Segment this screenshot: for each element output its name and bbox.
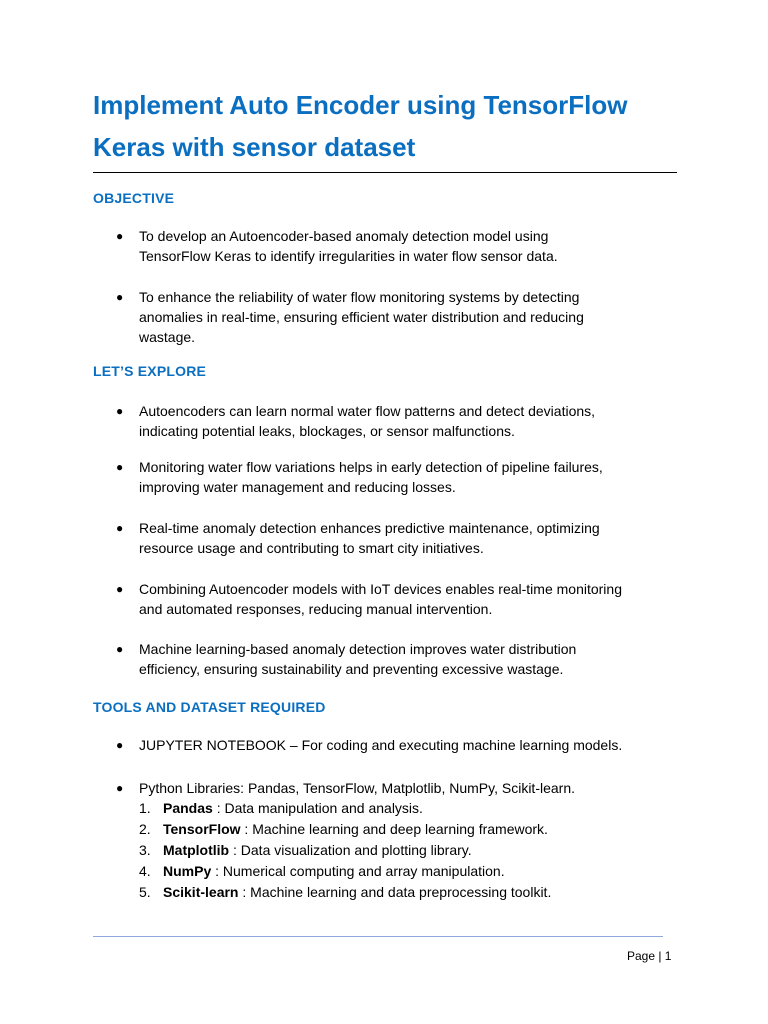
- bullet-dot-icon: ●: [116, 460, 124, 474]
- explore-item: [116, 401, 674, 441]
- objective-item-line: anomalies in real-time, ensuring efficient water distribution and reducing: [139, 309, 584, 325]
- library-item: [139, 840, 659, 861]
- explore-item-line: resource usage and contributing to smart city initiatives.: [139, 540, 484, 556]
- tools-item: [116, 778, 674, 798]
- explore-item-line: improving water management and reducing losses.: [139, 479, 456, 495]
- library-desc: : Data manipulation and analysis.: [212, 800, 423, 816]
- library-desc: : Machine learning and data preprocessing toolkit.: [238, 884, 552, 900]
- objective-heading: OBJECTIVE: [93, 190, 175, 206]
- explore-heading: LET’S EXPLORE: [93, 363, 207, 379]
- bullet-dot-icon: ●: [116, 229, 124, 243]
- objective-item-line: wastage.: [139, 329, 196, 345]
- objective-item-line: To enhance the reliability of water flow monitoring systems by detecting: [139, 289, 580, 305]
- library-item: [139, 798, 659, 819]
- tools-heading: TOOLS AND DATASET REQUIRED: [93, 699, 326, 715]
- library-desc: : Data visualization and plotting library.: [229, 842, 472, 858]
- library-item: [139, 819, 659, 840]
- library-item: [139, 882, 659, 903]
- library-number: 1.: [139, 800, 151, 816]
- objective-item-line: To develop an Autoencoder-based anomaly detection model using: [139, 228, 549, 244]
- bullet-dot-icon: ●: [116, 582, 124, 596]
- title-divider: [93, 172, 677, 173]
- library-number: 4.: [139, 863, 151, 879]
- explore-item: [116, 518, 674, 558]
- bullet-dot-icon: ●: [116, 781, 124, 795]
- title-line-1: Implement Auto Encoder using TensorFlow: [93, 90, 628, 120]
- bullet-dot-icon: ●: [116, 738, 124, 752]
- footer-divider: [93, 936, 663, 937]
- library-name: NumPy: [163, 863, 212, 879]
- page-number: Page | 1: [627, 949, 672, 963]
- library-desc: : Numerical computing and array manipulation.: [211, 863, 505, 879]
- library-number: 3.: [139, 842, 151, 858]
- explore-item: [116, 579, 674, 619]
- title-line-2: Keras with sensor dataset: [93, 132, 416, 162]
- library-name: TensorFlow: [163, 821, 241, 837]
- explore-item-line: Real-time anomaly detection enhances predictive maintenance, optimizing: [139, 520, 600, 536]
- explore-item-line: Autoencoders can learn normal water flow patterns and detect deviations,: [139, 403, 596, 419]
- explore-item: [116, 457, 674, 497]
- library-number: 2.: [139, 821, 151, 837]
- tools-item-line: JUPYTER NOTEBOOK – For coding and executing machine learning models.: [139, 737, 623, 753]
- tools-item-line: Python Libraries: Pandas, TensorFlow, Matplotlib, NumPy, Scikit-learn.: [139, 780, 576, 796]
- explore-item-line: efficiency, ensuring sustainability and preventing excessive wastage.: [139, 661, 564, 677]
- objective-item: [116, 226, 674, 266]
- bullet-dot-icon: ●: [116, 404, 124, 418]
- objective-item-line: TensorFlow Keras to identify irregularities in water flow sensor data.: [139, 248, 558, 264]
- library-name: Pandas: [163, 800, 213, 816]
- objective-item: [116, 287, 674, 347]
- library-name: Scikit-learn: [163, 884, 239, 900]
- explore-item-line: Monitoring water flow variations helps in early detection of pipeline failures,: [139, 459, 603, 475]
- document-title: [93, 84, 693, 168]
- explore-item-line: indicating potential leaks, blockages, or sensor malfunctions.: [139, 423, 515, 439]
- tools-item: [116, 735, 674, 755]
- library-number: 5.: [139, 884, 151, 900]
- library-name: Matplotlib: [163, 842, 230, 858]
- library-item: [139, 861, 659, 882]
- explore-item-line: Machine learning-based anomaly detection improves water distribution: [139, 641, 577, 657]
- bullet-dot-icon: ●: [116, 521, 124, 535]
- bullet-dot-icon: ●: [116, 290, 124, 304]
- library-desc: : Machine learning and deep learning framework.: [240, 821, 548, 837]
- bullet-dot-icon: ●: [116, 642, 124, 656]
- explore-item-line: and automated responses, reducing manual intervention.: [139, 601, 493, 617]
- explore-item: [116, 639, 674, 679]
- explore-item-line: Combining Autoencoder models with IoT devices enables real-time monitoring: [139, 581, 622, 597]
